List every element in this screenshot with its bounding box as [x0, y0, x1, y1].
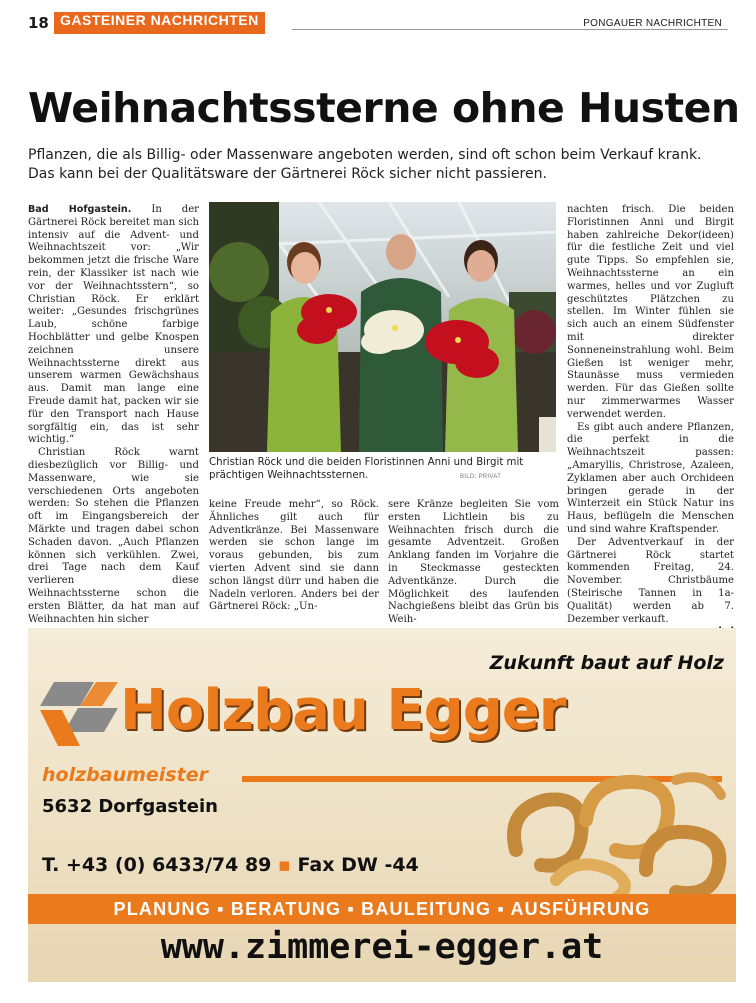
photo-credit: BILD: PRIVAT — [460, 474, 502, 480]
column-4-paragraph-3 — [567, 537, 734, 639]
column-4-paragraph-1: nachten frisch. Die beiden Floristinnen Anni und Birgit haben zahlreiche Dekor(ideen) für die festliche Zeit und viel gute Tipps. So empfehlen sie, Weihnachtssterne an ein warmes, helles und vor Zugluft geschütztes Plätzchen zu stellen. Im Winter fühlen sie sich auch an einem Südfenster mit direkter Sonneneinstrahlung wohl. Beim Gießen ist weniger mehr, Staunässe muss vermieden werden. Für das Gießen sollte nur zimmerwarmes Wasser verwendet werden. — [567, 204, 734, 420]
section-tag: GASTEINER NACHRICHTEN — [54, 12, 265, 34]
column-1-paragraph-1 — [28, 204, 199, 447]
article-column-4 — [567, 204, 734, 639]
article-column-1 — [28, 204, 199, 626]
ad-contact — [42, 854, 419, 876]
page-number: 18 — [28, 14, 49, 32]
header-rule — [292, 29, 728, 30]
ad-website-link[interactable]: www.zimmerei-egger.at — [160, 927, 604, 967]
column-1-paragraph-2: Christian Röck warnt diesbezüglich vor Billig- und Massenware, wie sie verschiedenen Orts angeboten werden: So stehen die Pflanzen oft im Eingangsbereich der Märkte und tragen dabei schon Schaden davon. „Auch Pflanzen können sich verkühlen. Zwei, drei Tage nach dem Kauf verlieren diese Weihnachtssterne schon die ersten Blätter, da hat man auf Weihnachten hin sicher — [28, 447, 199, 625]
greenhouse-photo-illustration — [209, 202, 556, 452]
article-headline: Weihnachtssterne ohne Husten — [28, 84, 740, 132]
column-4-text-3: Der Adventverkauf in der Gärtnerei Röck startet kommenden Freitag, 24. November. Christbäume (Steirische Tannen in 1a-Qualität) werden ab 7. Dezember verkauft. — [567, 536, 734, 625]
ad-phone: T. +43 (0) 6433/74 89 — [42, 854, 272, 876]
publication-name: PONGAUER NACHRICHTEN — [577, 18, 722, 29]
dateline: Bad Hofgastein. — [28, 204, 132, 215]
company-logo-icon — [40, 680, 118, 750]
article-column-3 — [388, 499, 559, 627]
advertisement-holzbau-egger[interactable] — [28, 628, 736, 982]
column-3-paragraph: sere Kränze begleiten Sie vom ersten Lichtlein bis zu Weihnachten frisch durch die gesamte Adventzeit. Großen Anklang fanden im Vorjahre die in Steckmasse gesteckten Adventkänze. Durch die Möglichkeit des laufenden Nachgießens bleibt das Grün bis Weih- — [388, 499, 559, 626]
column-4-paragraph-2: Es gibt auch andere Pflanzen, die perfekt in die Weihnachtszeit passen: „Amaryllis, Christrose, Azaleen, Zyklamen aber auch Orchideen bringen gerade in der Winterzeit ein Stück Natur ins Haus, beflügeln die Menschen und sind wahre Kraftspender. — [567, 421, 734, 535]
ad-brand-name: Holzbau Egger — [120, 678, 566, 743]
lead-line-2: Das kann bei der Qualitätsware der Gärtnerei Röck sicher nicht passieren. — [28, 166, 547, 182]
column-1-text-1: In der Gärtnerei Röck bereitet man sich intensiv auf die Advent- und Weihnachtszeit vor: „Wir bekommen jetzt die frische Ware rein, der Klassiker ist nach wie vor der Weihnachtsstern“, so Christian Röck. Er erklärt weiter: „Gesundes frischgrünes Laub, schöne farbige Hochblätter und gelbe Knospen zeichnen unsere Weihnachtssterne direkt aus unserem warmen Gewächshaus aus. Damit man lange eine Freude damit hat, packen wir sie für den Transport nach Hause sorgfältig ein, das ist sehr wichtig.“ — [28, 204, 199, 446]
page-header — [28, 12, 728, 38]
ad-separator: ▪ — [278, 854, 291, 876]
article-column-2 — [209, 499, 379, 614]
lead-line-1: Pflanzen, die als Billig- oder Massenware angeboten werden, sind oft schon beim Verkauf krank. — [28, 147, 702, 163]
ad-subtitle: holzbaumeister — [42, 764, 208, 786]
article-photo — [209, 202, 556, 452]
photo-caption: Christian Röck und die beiden Floristinnen Anni und Birgit mit prächtigen Weihnachtssternen. — [209, 457, 524, 481]
ad-services: PLANUNG ▪ BERATUNG ▪ BAULEITUNG ▪ AUSFÜHRUNG — [28, 894, 736, 924]
ad-address: 5632 Dorfgastein — [42, 796, 218, 817]
wood-shavings-icon — [496, 760, 736, 900]
ad-slogan: Zukunft baut auf Holz — [489, 652, 724, 674]
article-lead — [28, 146, 728, 184]
ad-fax: Fax DW -44 — [297, 854, 419, 876]
column-2-paragraph: keine Freude mehr“, so Röck. Ähnliches gilt auch für Adventkränze. Bei Massenware werden sie schon lange im voraus gebunden, bis zum vierten Advent sind sie dann schon längst dürr und haben die Nadeln verloren. Anders bei der Gärtnerei Röck: „Un- — [209, 499, 379, 613]
